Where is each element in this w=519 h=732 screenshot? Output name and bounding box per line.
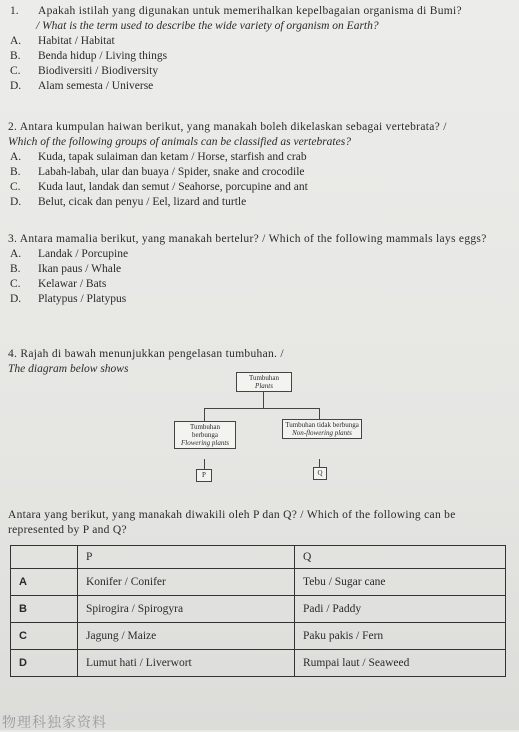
- diagram-connector: [263, 392, 264, 408]
- question-3: 3. Antara mamalia berikut, yang manakah bertelur? / Which of the following mammals lays eggs? A. Landak / Porcupine B. Ikan paus / Whale C. Kelawar / Bats D. Platypus / Platypus: [8, 233, 487, 305]
- table-row: B Spirogira / Spirogyra Padi / Paddy: [11, 596, 506, 623]
- table-row: A Konifer / Conifer Tebu / Sugar cane: [11, 569, 506, 596]
- question-1: 1. Apakah istilah yang digunakan untuk memerihalkan kepelbagaian organisma di Bumi? / What is the term used to describe the wide variety of organism on Earth? A. Habitat / Habitat B. Benda hidup / Living things C. Biodiversiti / Biodiversity D. Alam semesta / Universe: [10, 5, 462, 92]
- diagram-non-flowering-box: Tumbuhan tidak berbunga Non-flowering plants: [282, 419, 362, 439]
- table-header-p: P: [78, 546, 295, 569]
- diagram-connector: [319, 459, 320, 467]
- table-row: C Jagung / Maize Paku pakis / Fern: [11, 623, 506, 650]
- question-2: 2. Antara kumpulan haiwan berikut, yang manakah boleh dikelaskan sebagai vertebrata? / Which of the following groups of animals can be classified as vertebrates? A. Kuda, tapak sulaiman dan ketam / Horse, starfish and crab B. Labah-labah, ular dan buaya / Spider, snake and crocodile C. Kuda laut, landak dan semut / Seahorse, porcupine and ant D. Belut, cicak dan penyu / Eel, lizard and turtle: [8, 121, 447, 208]
- diagram-p-box: P: [196, 469, 212, 482]
- table-cell: [11, 546, 78, 569]
- table-header-row: [11, 546, 506, 569]
- table-row: D Lumut hati / Liverwort Rumpai laut / Seaweed: [11, 650, 506, 677]
- question-4-prompt: Antara yang berikut, yang manakah diwakili oleh P dan Q? / Which of the following can be represented by P and Q?: [8, 509, 456, 536]
- diagram-connector: [204, 459, 205, 469]
- answer-table: [10, 545, 506, 677]
- diagram-connector: [204, 408, 205, 421]
- watermark-text: 物理科独家资料: [2, 715, 107, 731]
- diagram-root-box: Tumbuhan Plants: [236, 372, 292, 392]
- diagram-q-box: Q: [313, 467, 327, 480]
- plant-classification-diagram: [170, 372, 370, 487]
- table-header-q: Q: [295, 546, 506, 569]
- diagram-flowering-box: Tumbuhan berbunga Flowering plants: [174, 421, 236, 449]
- diagram-connector: [204, 408, 319, 409]
- question-4: 4. Rajah di bawah menunjukkan pengelasan tumbuhan. / The diagram below shows: [8, 348, 284, 375]
